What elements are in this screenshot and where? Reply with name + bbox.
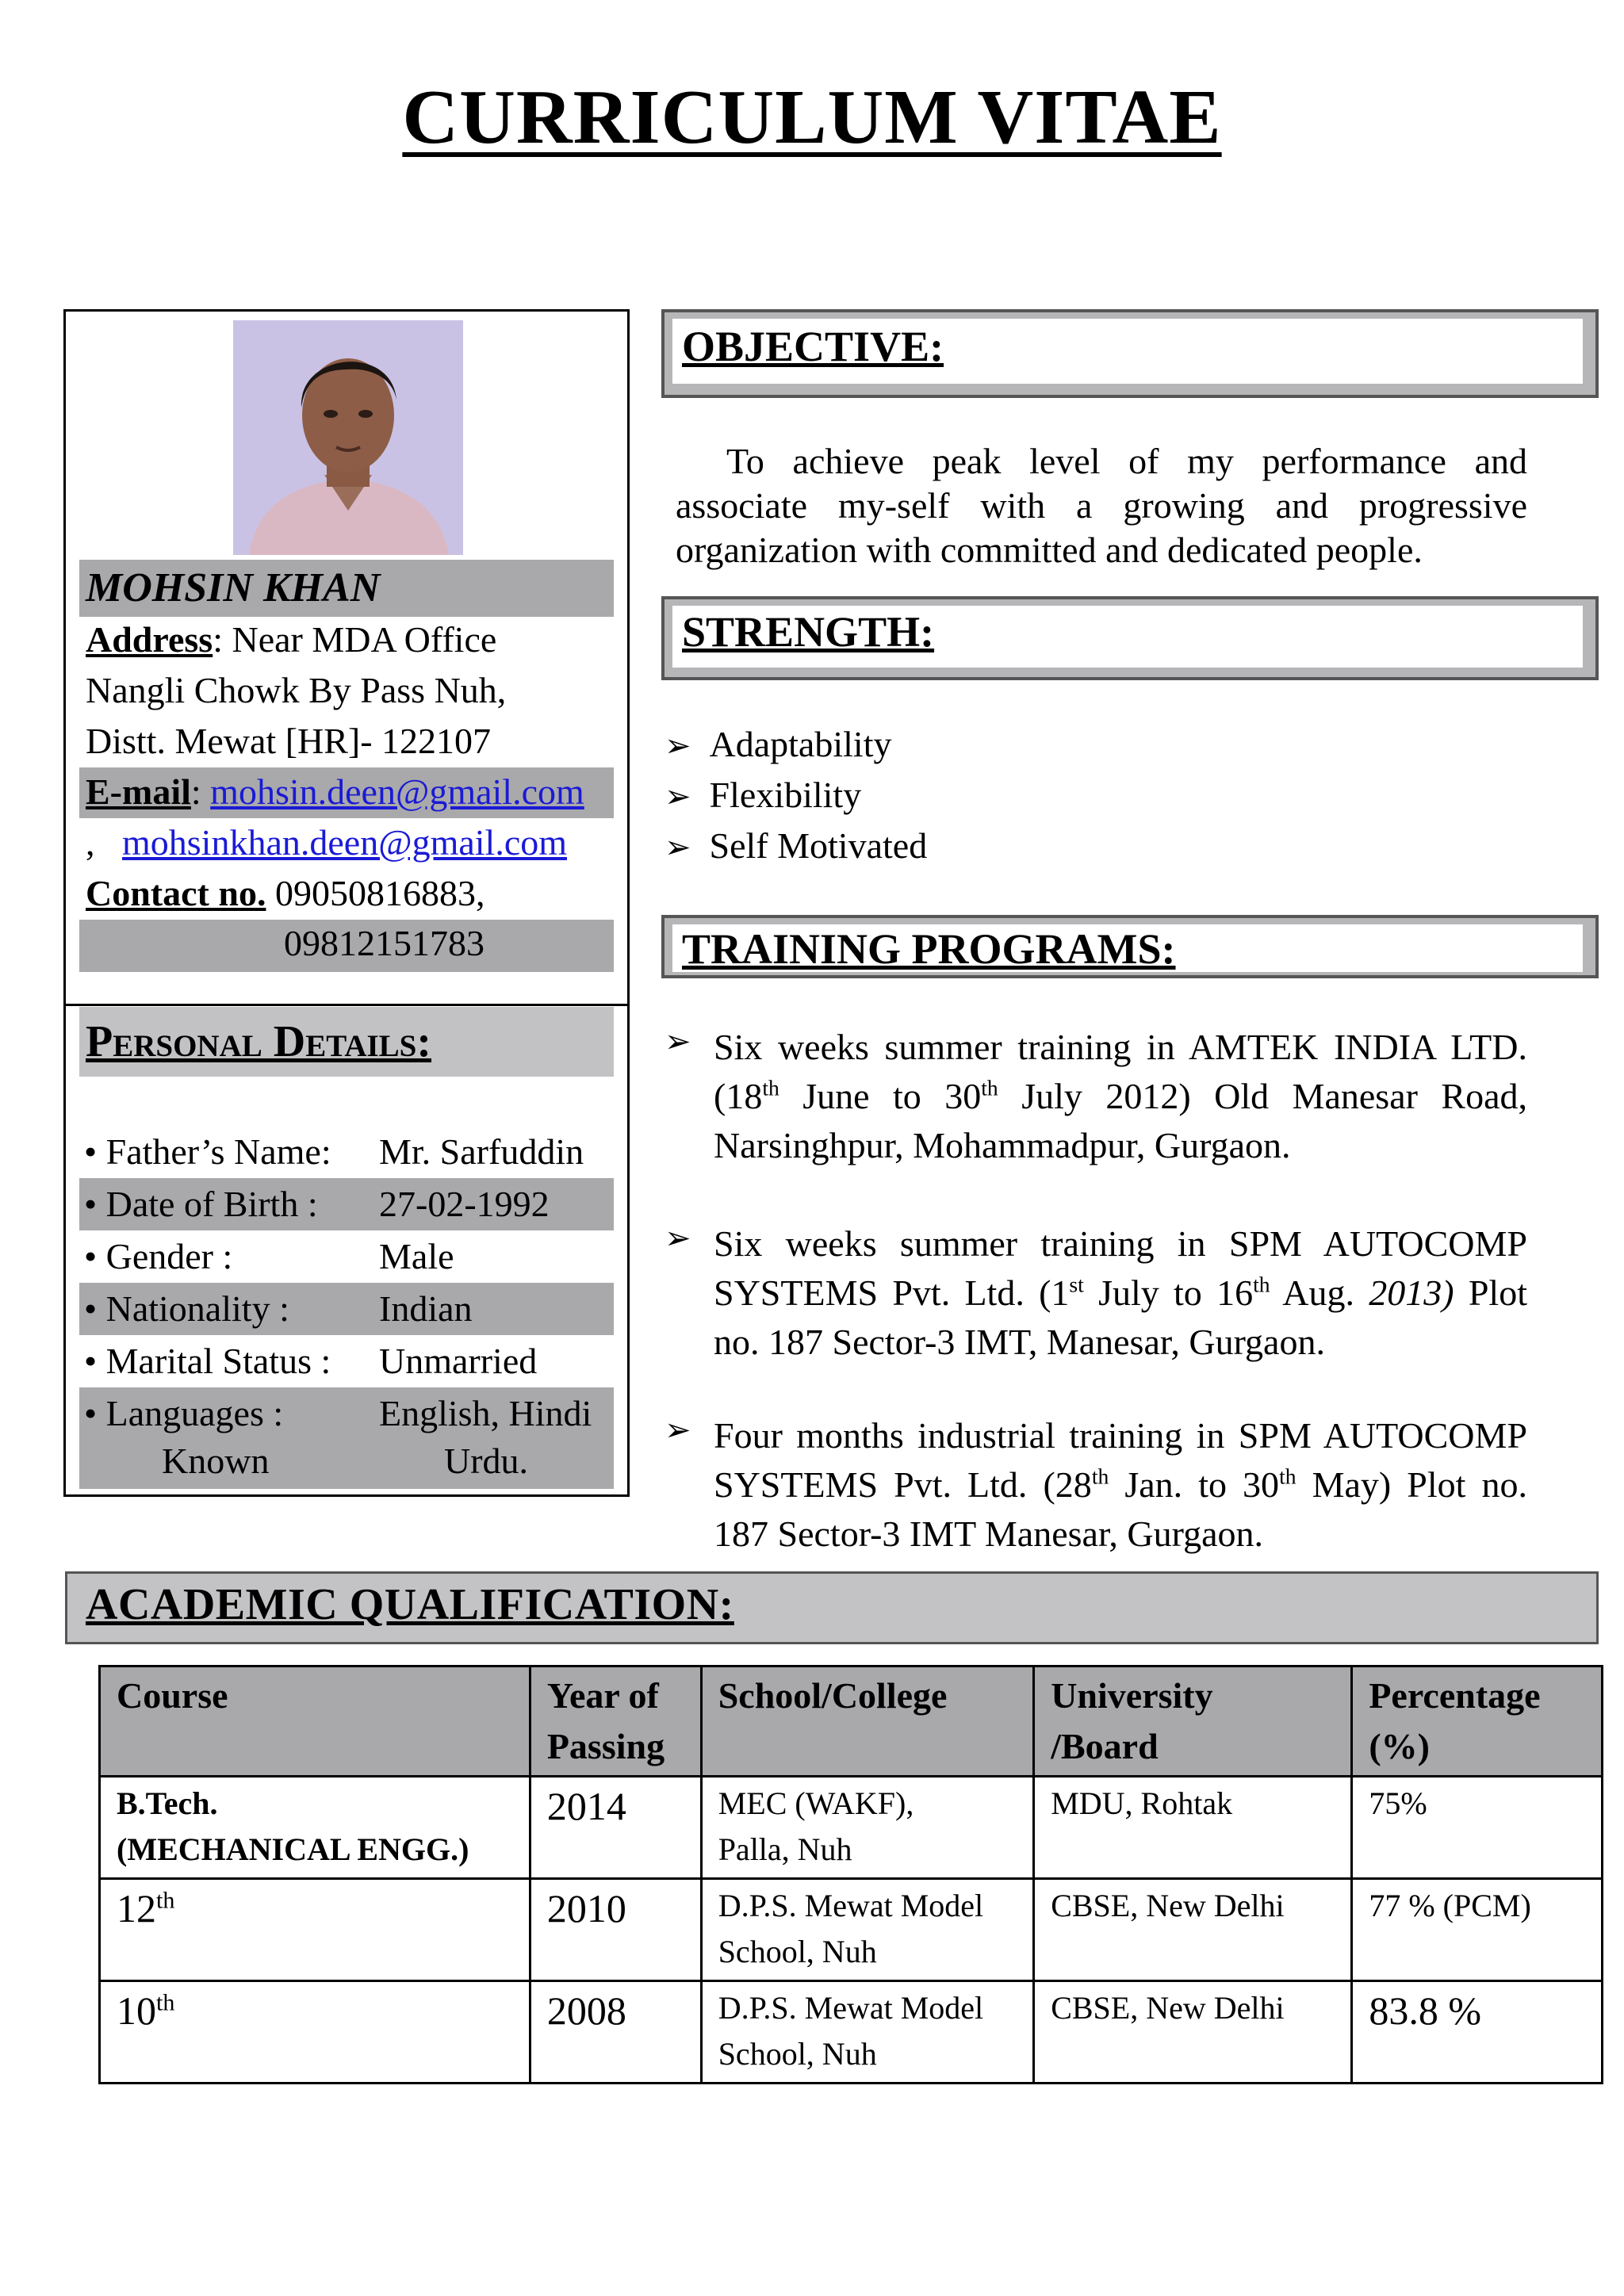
contact-line: Contact no. 09050816883, (86, 873, 485, 913)
header-percentage: Percentage (%) (1352, 1667, 1603, 1777)
arrow-bullet-icon: ➢ (665, 1024, 691, 1059)
contact-phone-2: 09812151783 (284, 923, 485, 963)
training-title: TRAINING PROGRAMS: (682, 925, 1176, 973)
cell-school: D.P.S. Mewat Model School, Nuh (701, 1879, 1034, 1981)
cell-board: CBSE, New Delhi (1034, 1981, 1352, 2084)
address-line-3: Distt. Mewat [HR]- 122107 (86, 721, 492, 761)
email-label: E-mail (86, 771, 191, 812)
page-title: CURRICULUM VITAE (402, 75, 1222, 160)
training-item-2: Six weeks summer training in SPM AUTOCOMP SYSTEMS Pvt. Ltd. (1st July to 16th Aug. 2013) Plot no. 187 Sector-3 IMT, Manesar, Gurgaon. (714, 1223, 1527, 1362)
objective-text: To achieve peak level of my performance and associate my-self with a growing and progressive organization with committed and dedicated people. (676, 441, 1527, 570)
pd-row-gender: • Gender : Male (79, 1230, 614, 1283)
arrow-bullet-icon: ➢ (665, 829, 691, 865)
profile-photo (233, 320, 463, 555)
profile-divider (63, 1004, 630, 1006)
table-header-row (100, 1667, 1603, 1777)
arrow-bullet-icon: ➢ (665, 1220, 691, 1256)
pd-row-marital: • Marital Status : Unmarried (79, 1335, 614, 1387)
pd-row-dob: • Date of Birth : 27-02-1992 (79, 1178, 614, 1230)
pd-row-father: • Father’s Name: Mr. Sarfuddin (79, 1126, 614, 1178)
person-photo-icon (233, 320, 463, 555)
cell-school: MEC (WAKF), Palla, Nuh (701, 1777, 1034, 1879)
header-school: School/College (701, 1667, 1034, 1777)
strength-title: STRENGTH: (682, 608, 935, 656)
address-label: Address (86, 619, 213, 660)
header-year: Year of Passing (530, 1667, 701, 1777)
objective-title: OBJECTIVE: (682, 323, 944, 370)
email-link-2[interactable]: mohsinkhan.deen@gmail.com (122, 822, 568, 863)
email-line-1: E-mail: mohsin.deen@gmail.com (86, 771, 584, 812)
contact-label: Contact no. (86, 873, 266, 913)
academic-title: ACADEMIC QUALIFICATION: (86, 1580, 734, 1629)
strength-item-3: ➢ Self Motivated (665, 825, 928, 866)
arrow-bullet-icon: ➢ (665, 1412, 691, 1448)
address-line-2: Nangli Chowk By Pass Nuh, (86, 670, 507, 710)
cell-year: 2010 (530, 1879, 701, 1981)
header-university: University /Board (1034, 1667, 1352, 1777)
cell-course: B.Tech. (MECHANICAL ENGG.) (100, 1777, 530, 1879)
table-row (100, 1879, 1603, 1981)
cell-course: 12th (100, 1879, 530, 1981)
table-row (100, 1981, 1603, 2084)
personal-details-title: Personal Details: (86, 1017, 432, 1066)
pd-row-nationality: • Nationality : Indian (79, 1283, 614, 1335)
cell-year: 2014 (530, 1777, 701, 1879)
cell-percentage: 83.8 % (1352, 1981, 1603, 2084)
cell-course: 10th (100, 1981, 530, 2084)
arrow-bullet-icon: ➢ (665, 728, 691, 763)
cell-percentage: 77 % (PCM) (1352, 1879, 1603, 1981)
cell-board: CBSE, New Delhi (1034, 1879, 1352, 1981)
address-line-1: Address: Near MDA Office (86, 619, 497, 660)
email-link-1[interactable]: mohsin.deen@gmail.com (210, 771, 584, 812)
strength-item-1: ➢ Adaptability (665, 724, 892, 764)
arrow-bullet-icon: ➢ (665, 779, 691, 814)
training-item-3: Four months industrial training in SPM AUTOCOMP SYSTEMS Pvt. Ltd. (28th Jan. to 30th May) Plot no. 187 Sector-3 IMT Manesar, Gurgaon. (714, 1415, 1527, 1554)
cell-year: 2008 (530, 1981, 701, 2084)
training-item-1: Six weeks summer training in AMTEK INDIA LTD. (18th June to 30th July 2012) Old Manesar Road, Narsinghpur, Mohammadpur, Gurgaon. (714, 1027, 1527, 1165)
candidate-name: MOHSIN KHAN (86, 565, 381, 610)
academic-table (98, 1665, 1603, 2084)
email-line-2: , mohsinkhan.deen@gmail.com (86, 822, 568, 863)
header-course: Course (100, 1667, 530, 1777)
cell-percentage: 75% (1352, 1777, 1603, 1879)
cell-school: D.P.S. Mewat Model School, Nuh (701, 1981, 1034, 2084)
cell-board: MDU, Rohtak (1034, 1777, 1352, 1879)
table-row (100, 1777, 1603, 1879)
pd-row-languages: • Languages : English, Hindi Known Urdu. (79, 1387, 614, 1489)
strength-item-2: ➢ Flexibility (665, 775, 862, 815)
